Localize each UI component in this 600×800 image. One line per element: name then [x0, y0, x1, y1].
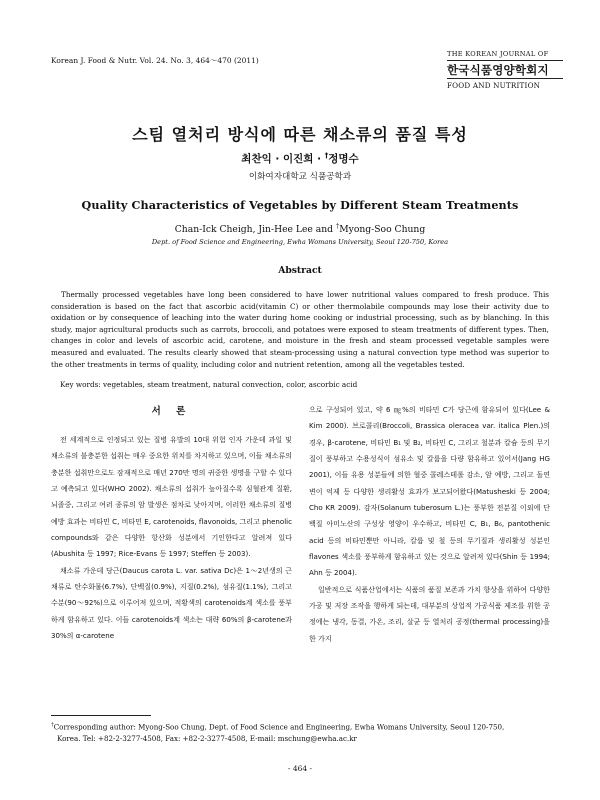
abstract-heading: Abstract — [278, 265, 322, 276]
abstract-paragraph: Thermally processed vegetables have long been considered to have lower nutritional values compared to fresh produce. This consideration is based on the fact that ascorbic acid(vitamin C) or other thermolabile compounds may lose their activity due to oxidation or by consequence of leaching into the water during home cooking or industrial processing, such as by blanching. In this study, major agricultural products such as carrots, broccoli, and potatoes were exposed to steam treatments of different types. Then, changes in color and levels of ascorbic acid, carotene, and moisture in the fresh and steam processed vegetable samples were measured and evaluated. The results clearly showed that steam-processing using a natural convection type method was superior to the other treatments in terms of quality, including color and nutrient retention, among all the vegetables tested. — [51, 290, 549, 369]
corresponding-author-footnote — [51, 720, 551, 744]
right-paragraph-1: 으로 구성되어 있고, 약 6 ㎎%의 비타민 C가 당근에 함유되어 있다(Lee & Kim 2000). 브로콜리(Broccoli, Brassica oleracea var. italica Plen.)의 경우, β-carotene, 비타민 B₁ 및 B₂, 비타민 C, 그리고 철분과 칼슘 등의 무기질이 풍부하고 수용성식이 섬유소 및 칼륨을 다량 함유하고 있어서(Jang HG 2001), 이들 유용 성분들에 의한 혈중 콜레스테롤 감소, 암 예방, 그리고 돌연변이 억제 등 다양한 생리활성 효과가 보고되어왔다(Matusheski 등 2004; Cho KR 2009). 감자(Solanum tuberosum L.)는 풍부한 전분질 이외에 단백질 아미노산의 구성상 영양이 우수하고, 비타민 C, B₁, B₆, pantothenic acid 등의 비타민뿐만 아니라, 칼륨 및 철 등의 무기질과 생리활성 성분인 flavones 색소를 풍부하게 함유하고 있는 것으로 알려져 있다(Shin 등 1994; Ahn 등 2004). — [309, 405, 550, 578]
right-paragraph-2: 일반적으로 식품산업에서는 식품의 품질 보존과 가치 향상을 위하여 다양한 가공 및 저장 조작을 행하게 되는데, 대부분의 상업적 가공식품 제조를 위한 공정에는 냉각, 동결, 가온, 조리, 살균 등 열처리 공정(thermal processing)을 한 가지 — [309, 584, 550, 643]
korean-affiliation: 이화여자대학교 식품공학과 — [248, 172, 352, 182]
english-authors — [0, 222, 600, 235]
right-column — [309, 402, 550, 647]
english-corresponding-author: Myong-Soo Chung — [339, 224, 426, 236]
english-title: Quality Characteristics of Vegetables by Different Steam Treatments — [81, 198, 519, 212]
journal-reference: Korean J. Food & Nutr. Vol. 24. No. 3, 464～470 (2011) — [51, 56, 259, 65]
footnote-line-1 — [51, 720, 551, 733]
corresponding-dagger-en: † — [335, 222, 340, 230]
journal-badge-korean: 한국식품영양학회지 — [447, 63, 549, 77]
korean-title: 스팀 열처리 방식에 따른 채소류의 품질 특성 — [132, 125, 468, 144]
abstract-body — [51, 289, 549, 370]
english-authors-list: Chan-Ick Cheigh, Jin-Hee Lee and — [174, 224, 336, 236]
footnote-dagger: † — [51, 722, 54, 728]
english-affiliation: Dept. of Food Science and Engineering, Ewha Womans University, Seoul 120-750, Korea — [151, 238, 449, 246]
left-column — [51, 432, 292, 644]
footnote-line-2: Korea. Tel: +82-2-3277-4508, Fax: +82-2-3277-4508, E-mail: mschung@ewha.ac.kr — [57, 733, 357, 743]
section-heading-introduction: 서 론 — [151, 406, 192, 417]
journal-badge-bottom: FOOD AND NUTRITION — [447, 78, 563, 90]
journal-badge-top: THE KOREAN JOURNAL OF — [447, 50, 563, 61]
page-number: - 464 - — [287, 764, 313, 773]
korean-corresponding-author: 정명수 — [328, 153, 359, 165]
corresponding-dagger-kr: † — [324, 151, 329, 160]
left-paragraph-1: 전 세계적으로 인정되고 있는 질병 유발의 10대 위험 인자 가운데 과일 및 채소류의 불충분한 섭취는 매우 중요한 위치를 차지하고 있으며, 이들 채소류의 충분한 섭취만으로도 잠재적으로 매년 270만 명의 귀중한 생명을 구할 수 있다고 예측되고 있다(WHO 2002). 채소류의 섭취가 높아질수록 심혈관계 질환, 뇌졸중, 그리고 여러 종류의 암 발생은 점차로 낮아지며, 이러한 채소류의 질병 예방 효과는 비타민 C, 비타민 E, carotenoids, flavonoids, 그리고 phenolic compounds와 같은 다양한 항산화 성분에서 기인한다고 알려져 있다(Abushita 등 1997; Rice-Evans 등 1997; Steffen 등 2003). — [51, 435, 292, 559]
footnote-divider — [51, 715, 151, 716]
korean-authors-list: 최찬익 · 이진희 · — [241, 153, 325, 165]
keywords: Key words: vegetables, steam treatment, natural convection, color, ascorbic acid — [60, 380, 358, 389]
korean-authors — [0, 151, 600, 166]
footnote-line-1-text: Corresponding author: Myong-Soo Chung, Dept. of Food Science and Engineering, Ewha Womans University, Seoul 120-750, — [53, 722, 505, 732]
left-paragraph-2: 채소류 가운데 당근(Daucus carota L. var. sativa Dc)은 1～2년생의 근채류로 탄수화물(6.7%), 단백질(0.9%), 지질(0.2%), 섬유질(1.1%), 그리고 수분(90～92%)으로 이루어져 있으며, 적황색의 carotenoids계 색소를 풍부하게 함유하고 있다. 이들 carotenoids계 색소는 대략 60%의 β-carotene과 30%의 α-carotene — [51, 565, 292, 641]
journal-badge — [447, 50, 563, 90]
